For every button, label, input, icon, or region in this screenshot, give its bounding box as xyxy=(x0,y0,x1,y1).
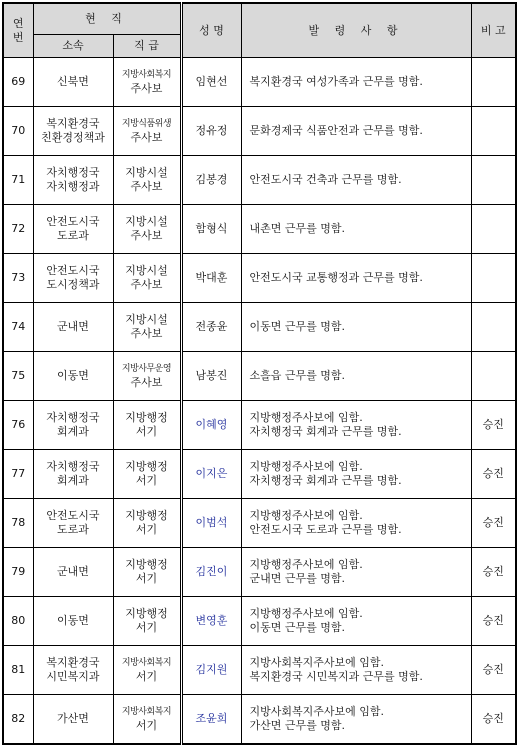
person-name: 박대훈 xyxy=(181,254,241,303)
appointment-order xyxy=(241,303,471,352)
row-number: 70 xyxy=(3,107,33,156)
order-line: 지방행정주사보에 임함. xyxy=(249,509,363,522)
row-number: 75 xyxy=(3,352,33,401)
row-number: 78 xyxy=(3,499,33,548)
order-line: 지방행정주사보에 임함. xyxy=(249,411,363,424)
rank-line: 지방사회복지 xyxy=(121,658,172,668)
current-department xyxy=(33,401,113,450)
current-rank xyxy=(113,450,181,499)
order-line: 군내면 근무를 명함. xyxy=(249,572,345,585)
department-line: 자치행정국 xyxy=(46,460,100,473)
current-department xyxy=(33,303,113,352)
header-dept: 소속 xyxy=(33,35,113,58)
rank-line: 지방시설 xyxy=(125,264,168,277)
table-header xyxy=(3,3,516,58)
remark xyxy=(471,205,516,254)
remark xyxy=(471,156,516,205)
person-name: 김봉경 xyxy=(181,156,241,205)
order-line: 안전도시국 교통행정과 근무를 명함. xyxy=(249,271,423,284)
current-department xyxy=(33,107,113,156)
appointment-order xyxy=(241,450,471,499)
department-line: 군내면 xyxy=(57,320,89,333)
current-department xyxy=(33,254,113,303)
rank-line: 지방행정 xyxy=(125,460,168,473)
row-number: 74 xyxy=(3,303,33,352)
remark xyxy=(471,303,516,352)
order-line: 복지환경국 여성가족과 근무를 명함. xyxy=(249,75,423,88)
person-name: 정유정 xyxy=(181,107,241,156)
department-line: 군내면 xyxy=(57,565,89,578)
current-rank xyxy=(113,499,181,548)
rank-line: 서기 xyxy=(135,572,158,585)
department-line: 이동면 xyxy=(57,369,89,382)
row-number: 79 xyxy=(3,548,33,597)
rank-line: 지방시설 xyxy=(125,215,168,228)
current-department xyxy=(33,58,113,107)
current-rank xyxy=(113,548,181,597)
header-current: 현 직 xyxy=(33,3,181,35)
remark xyxy=(471,254,516,303)
rank-line: 지방행정 xyxy=(125,411,168,424)
department-line: 복지환경국 xyxy=(46,117,100,130)
row-number: 76 xyxy=(3,401,33,450)
current-rank xyxy=(113,401,181,450)
appointment-order xyxy=(241,401,471,450)
rank-line: 주사보 xyxy=(130,278,163,291)
remark xyxy=(471,107,516,156)
row-number: 81 xyxy=(3,646,33,695)
department-line: 가산면 xyxy=(57,711,89,725)
table-row xyxy=(3,254,516,303)
order-line: 문화경제국 식품안전과 근무를 명함. xyxy=(249,124,423,137)
appointment-order xyxy=(241,352,471,401)
current-department xyxy=(33,450,113,499)
current-rank xyxy=(113,597,181,646)
header-no-line1: 연 xyxy=(12,16,24,30)
row-number: 82 xyxy=(3,695,33,744)
appointment-order xyxy=(241,156,471,205)
table-row xyxy=(3,597,516,646)
appointment-order xyxy=(241,107,471,156)
table-row xyxy=(3,58,516,107)
row-number: 77 xyxy=(3,450,33,499)
rank-line: 지방시설 xyxy=(125,313,168,326)
department-line: 회계과 xyxy=(57,474,89,487)
table-row xyxy=(3,499,516,548)
rank-line: 주사보 xyxy=(130,131,163,144)
person-name: 이범석 xyxy=(181,499,241,548)
row-number: 73 xyxy=(3,254,33,303)
appointment-order xyxy=(241,548,471,597)
header-rank: 직 급 xyxy=(113,35,181,58)
row-number: 80 xyxy=(3,597,33,646)
rank-line: 주사보 xyxy=(130,327,163,340)
rank-line: 지방행정 xyxy=(125,607,168,620)
order-line: 지방행정주사보에 임함. xyxy=(249,607,363,620)
table-row xyxy=(3,205,516,254)
person-name: 이혜영 xyxy=(181,401,241,450)
rank-line: 서기 xyxy=(135,718,158,732)
rank-line: 지방식품위생 xyxy=(121,119,172,129)
order-line: 가산면 근무를 명함. xyxy=(249,718,345,732)
table-row xyxy=(3,450,516,499)
remark: 승진 xyxy=(471,646,516,695)
current-rank xyxy=(113,695,181,744)
personnel-table xyxy=(2,2,517,745)
order-line: 자치행정국 회계과 근무를 명함. xyxy=(249,425,402,438)
current-rank xyxy=(113,205,181,254)
rank-line: 서기 xyxy=(135,621,158,634)
rank-line: 주사보 xyxy=(130,229,163,242)
department-line: 친환경정책과 xyxy=(41,131,105,144)
current-department xyxy=(33,352,113,401)
header-name: 성 명 xyxy=(181,3,241,58)
row-number: 71 xyxy=(3,156,33,205)
current-department xyxy=(33,646,113,695)
department-line: 회계과 xyxy=(57,425,89,438)
rank-line: 주사보 xyxy=(130,82,163,95)
department-line: 자치행정국 xyxy=(46,411,100,424)
rank-line: 서기 xyxy=(135,474,158,487)
appointment-order xyxy=(241,695,471,744)
header-no xyxy=(3,3,33,58)
rank-line: 지방행정 xyxy=(125,509,168,522)
department-line: 복지환경국 xyxy=(46,656,100,669)
rank-line: 주사보 xyxy=(130,180,163,193)
table-row xyxy=(3,646,516,695)
current-rank xyxy=(113,352,181,401)
person-name: 임현선 xyxy=(181,58,241,107)
person-name: 남봉진 xyxy=(181,352,241,401)
remark: 승진 xyxy=(471,450,516,499)
order-line: 자치행정국 회계과 근무를 명함. xyxy=(249,474,402,487)
appointment-order xyxy=(241,499,471,548)
department-line: 안전도시국 xyxy=(46,264,100,277)
rank-line: 서기 xyxy=(135,425,158,438)
person-name: 김지원 xyxy=(181,646,241,695)
table-row xyxy=(3,548,516,597)
current-rank xyxy=(113,254,181,303)
department-line: 신북면 xyxy=(57,75,89,88)
rank-line: 지방시설 xyxy=(125,166,168,179)
current-rank xyxy=(113,107,181,156)
person-name: 김진이 xyxy=(181,548,241,597)
department-line: 안전도시국 xyxy=(46,215,100,228)
order-line: 안전도시국 건축과 근무를 명함. xyxy=(249,173,402,186)
current-rank xyxy=(113,646,181,695)
current-department xyxy=(33,695,113,744)
remark: 승진 xyxy=(471,499,516,548)
table-body xyxy=(3,58,516,744)
appointment-order xyxy=(241,58,471,107)
appointment-order xyxy=(241,597,471,646)
department-line: 자치행정과 xyxy=(46,180,100,193)
person-name: 조윤희 xyxy=(181,695,241,744)
current-department xyxy=(33,548,113,597)
table-row xyxy=(3,156,516,205)
rank-line: 서기 xyxy=(135,670,158,683)
appointment-order xyxy=(241,254,471,303)
current-department xyxy=(33,597,113,646)
rank-line: 지방사회복지 xyxy=(121,706,172,717)
remark: 승진 xyxy=(471,401,516,450)
order-line: 내촌면 근무를 명함. xyxy=(249,222,345,235)
order-line: 지방행정주사보에 임함. xyxy=(249,460,363,473)
department-line: 도로과 xyxy=(57,523,89,536)
appointment-order xyxy=(241,205,471,254)
current-department xyxy=(33,156,113,205)
order-line: 지방사회복지주사보에 임함. xyxy=(249,704,385,718)
rank-line: 지방사무운영 xyxy=(121,364,172,374)
rank-line: 지방사회복지 xyxy=(121,70,172,80)
appointment-order xyxy=(241,646,471,695)
person-name: 함형식 xyxy=(181,205,241,254)
current-department xyxy=(33,499,113,548)
department-line: 이동면 xyxy=(57,614,89,627)
table-row xyxy=(3,401,516,450)
header-note: 비 고 xyxy=(471,3,516,58)
current-department xyxy=(33,205,113,254)
row-number: 72 xyxy=(3,205,33,254)
person-name: 변영훈 xyxy=(181,597,241,646)
person-name: 전종윤 xyxy=(181,303,241,352)
row-number: 69 xyxy=(3,58,33,107)
department-line: 도로과 xyxy=(57,229,89,242)
remark xyxy=(471,352,516,401)
rank-line: 서기 xyxy=(135,523,158,536)
rank-line: 지방행정 xyxy=(125,558,168,571)
department-line: 안전도시국 xyxy=(46,509,100,522)
department-line: 시민복지과 xyxy=(46,670,100,683)
order-line: 이동면 근무를 명함. xyxy=(249,320,345,333)
current-rank xyxy=(113,156,181,205)
order-line: 소흘읍 근무를 명함. xyxy=(249,369,345,382)
rank-line: 주사보 xyxy=(130,376,163,389)
order-line: 이동면 근무를 명함. xyxy=(249,621,345,634)
remark xyxy=(471,58,516,107)
department-line: 도시정책과 xyxy=(46,278,100,291)
table-row xyxy=(3,695,516,744)
header-no-line2: 번 xyxy=(12,30,24,44)
table-row xyxy=(3,303,516,352)
current-rank xyxy=(113,58,181,107)
header-order: 발 령 사 항 xyxy=(241,3,471,58)
order-line: 지방행정주사보에 임함. xyxy=(249,558,363,571)
order-line: 복지환경국 시민복지과 근무를 명함. xyxy=(249,670,423,683)
current-rank xyxy=(113,303,181,352)
table-row xyxy=(3,107,516,156)
remark: 승진 xyxy=(471,695,516,744)
order-line: 안전도시국 도로과 근무를 명함. xyxy=(249,523,402,536)
table-row xyxy=(3,352,516,401)
department-line: 자치행정국 xyxy=(46,166,100,179)
person-name: 이지은 xyxy=(181,450,241,499)
remark: 승진 xyxy=(471,597,516,646)
remark: 승진 xyxy=(471,548,516,597)
order-line: 지방사회복지주사보에 임함. xyxy=(249,656,385,669)
